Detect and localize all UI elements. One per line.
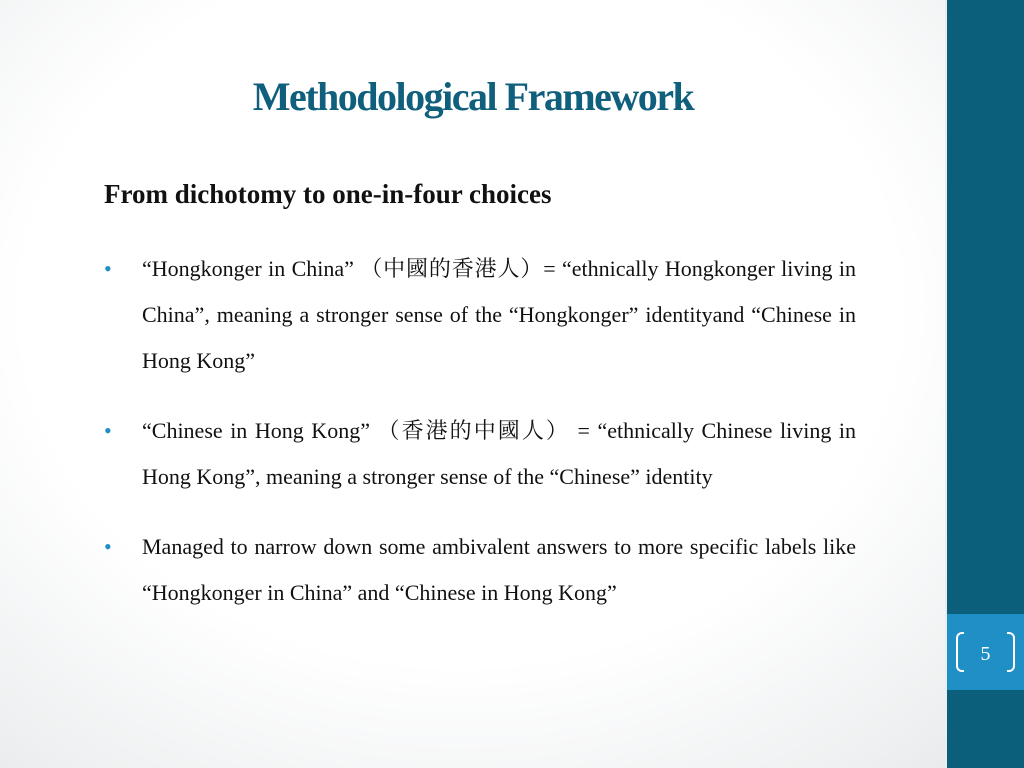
page-number: 5 (980, 643, 991, 665)
bullet-text: “Chinese in Hong Kong” （香港的中國人） = “ethnically Chinese living in Hong Kong”, meaning a stronger sense of the “Chinese” identity (142, 418, 856, 489)
slide-title: Methodological Framework (252, 74, 694, 119)
bullet-list (104, 246, 856, 640)
page-number-badge (947, 614, 1024, 690)
bullet-text: Managed to narrow down some ambivalent answers to more specific labels like “Hongkonger in China” and “Chinese in Hong Kong” (142, 534, 856, 605)
bullet-icon: • (104, 256, 112, 281)
bullet-item (104, 246, 856, 384)
bullet-item (104, 408, 856, 500)
bullet-icon: • (104, 418, 112, 443)
slide-subtitle: From dichotomy to one-in-four choices (104, 179, 552, 209)
bullet-text: “Hongkonger in China” （中國的香港人）= “ethnically Hongkonger living in China”, meaning a stronger sense of the “Hongkonger” identityand “Chinese in Hong Kong” (142, 256, 856, 373)
bullet-icon: • (104, 534, 112, 559)
bullet-item (104, 524, 856, 616)
right-bracket-icon (1007, 632, 1015, 672)
